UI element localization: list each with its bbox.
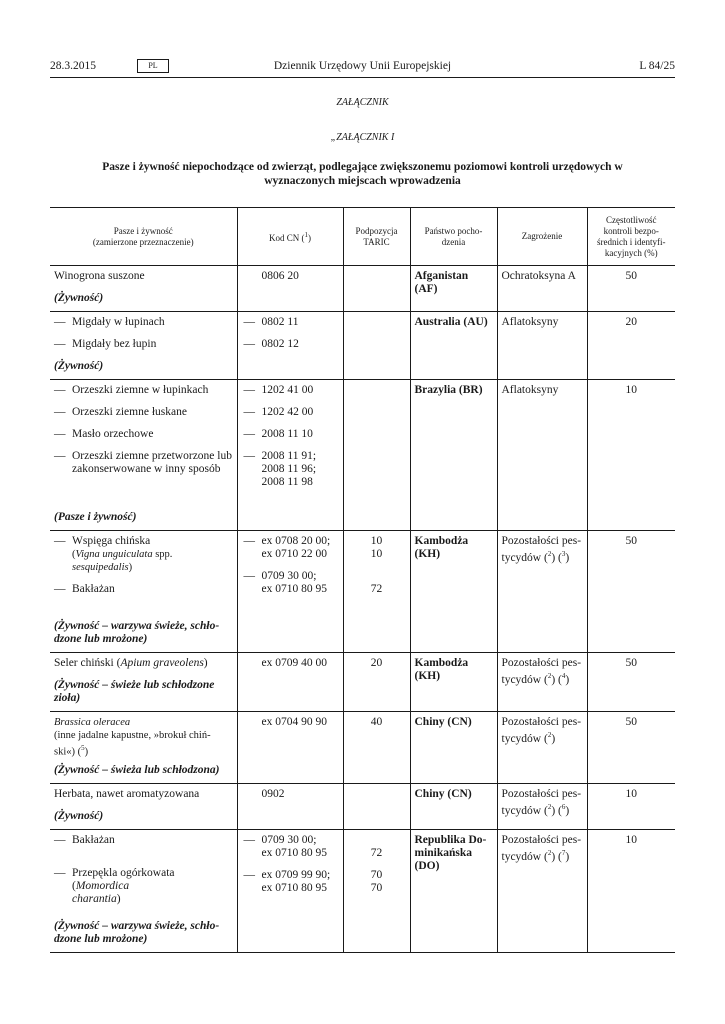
frequency: 10 [625, 833, 637, 846]
cn-code: — 0709 30 00; [243, 570, 317, 582]
cn-code: — ex 0709 99 90; [243, 868, 331, 881]
frequency: 50 [625, 535, 637, 547]
product-item: — Przepękla ogórkowata (Momordica [54, 866, 175, 892]
cn-code: — 1202 42 00 [243, 406, 314, 418]
frequency: 50 [625, 270, 637, 282]
hazard: Pozostałości pes- [501, 833, 582, 846]
table-row [50, 266, 675, 312]
country-code: (KH) [414, 670, 441, 682]
country: Kambodża [414, 535, 469, 547]
cn-code: — 2008 11 10 [243, 428, 313, 440]
hazard: Aflatoksyny [501, 384, 559, 396]
country: Kambodża [414, 657, 469, 669]
hazard: Pozostałości pes- [501, 657, 582, 669]
product-item: — Migdały bez łupin [54, 338, 157, 350]
country: Australia (AU) [414, 316, 488, 328]
header-hazard: Zagrożenie [497, 208, 587, 266]
product-name: Winogrona suszone [54, 270, 145, 282]
intended-use: (Żywność – świeża lub schłodzona) [54, 763, 220, 776]
cn-code: ex 0710 22 00 [261, 548, 327, 560]
taric-code: 40 [370, 716, 383, 728]
hazard-continuation: tycydów ($^2$) ($^7$) [501, 848, 570, 863]
controls-table [50, 207, 675, 953]
taric-code: 20 [370, 657, 383, 669]
product-item: — Bakłażan [54, 833, 115, 846]
hazard-continuation: tycydów ($^2$) ($^6$) [501, 802, 570, 817]
cn-code: — 0802 12 [243, 338, 299, 350]
hazard: Pozostałości pes- [501, 787, 582, 800]
table-row [50, 380, 675, 531]
taric-code: 72 [370, 583, 383, 595]
taric-code: 72 [370, 846, 383, 859]
cn-code: — 2008 11 91; [243, 450, 317, 462]
taric-code: 70 [370, 868, 383, 881]
table-header-row [50, 208, 675, 266]
header-taric: Podpozycja TARIC [343, 208, 410, 266]
country: Brazylia (BR) [414, 384, 483, 396]
country: Chiny (CN) [414, 787, 472, 800]
frequency: 10 [625, 787, 637, 800]
product-name: Seler chiński (Apium graveolens) [54, 657, 208, 669]
product-item: — Migdały w łupinach [54, 316, 165, 328]
cn-code: — ex 0708 20 00; [243, 535, 331, 547]
product-item: — Wspięga chińska [54, 535, 151, 547]
cn-code: ex 0710 80 95 [261, 846, 327, 859]
intended-use: (Żywność – warzywa świeże, schło- [54, 620, 220, 632]
scientific-name: (Vigna unguiculata spp. sesquipedalis) [72, 549, 173, 573]
language-badge: PL [137, 59, 169, 73]
table-row [50, 829, 675, 952]
product-description-continuation: ski«) ($^5$) [54, 744, 89, 758]
annex-sub-label: „ZAŁĄCZNIK I [330, 132, 395, 143]
intended-use-continuation: dzone lub mrożone) [54, 932, 148, 945]
table-row [50, 712, 675, 784]
cn-code: 0806 20 [261, 270, 299, 282]
intended-use: (Żywność) [54, 292, 104, 304]
country-code: (KH) [414, 548, 441, 560]
hazard: Ochratoksyna A [501, 270, 576, 282]
cn-code: ex 0710 80 95 [261, 881, 327, 894]
product-description: (inne jadalne kapustne, »brokuł chiń- [54, 730, 211, 741]
table-row [50, 312, 675, 380]
cn-code: ex 0704 90 90 [261, 716, 327, 728]
taric-code: 10 [370, 548, 383, 560]
intended-use: (Żywność) [54, 360, 104, 372]
cn-code: ex 0709 40 00 [261, 657, 327, 669]
country: Republika Do- [414, 833, 487, 846]
intended-use-continuation: zioła) [54, 692, 81, 704]
product-name: Herbata, nawet aromatyzowana [54, 787, 200, 800]
country: Chiny (CN) [414, 716, 472, 728]
intended-use: (Żywność – warzywa świeże, schło- [54, 919, 220, 932]
taric-code: 70 [370, 881, 383, 894]
hazard-continuation: tycydów ($^2$) ($^3$) [501, 550, 570, 564]
product-item: — Orzeszki ziemne łuskane [54, 406, 187, 418]
product-item-continuation: charantia) [72, 892, 121, 905]
frequency: 50 [625, 657, 637, 669]
hazard-continuation: tycydów ($^2$) [501, 731, 556, 745]
publication-date: 28.3.2015 [50, 60, 96, 72]
country-code: (DO) [414, 859, 440, 872]
header-divider [50, 77, 675, 78]
hazard: Pozostałości pes- [501, 716, 582, 728]
product-item: — Orzeszki ziemne przetworzone lub [54, 450, 232, 462]
product-item: — Masło orzechowe [54, 428, 154, 440]
table-row [50, 653, 675, 712]
journal-title: Dziennik Urzędowy Unii Europejskiej [273, 60, 452, 72]
frequency: 10 [625, 384, 637, 396]
scientific-name: Brassica oleracea [54, 717, 131, 728]
intended-use: (Żywność – świeże lub schłodzone [54, 679, 215, 691]
frequency: 50 [625, 716, 637, 728]
cn-code: — 1202 41 00 [243, 384, 314, 396]
annex-label: ZAŁĄCZNIK [336, 97, 389, 108]
hazard: Aflatoksyny [501, 316, 559, 328]
cn-code: — 0802 11 [243, 316, 299, 328]
intended-use: (Pasze i żywność) [54, 511, 137, 523]
intended-use: (Żywność) [54, 809, 104, 822]
cn-code: 0902 [261, 787, 285, 800]
cn-code: 2008 11 98 [261, 476, 313, 488]
header-cn-code: Kod CN ($^1$) [237, 208, 343, 266]
product-item-continuation: zakonserwowane w inny sposób [72, 463, 221, 475]
page-number: L 84/25 [639, 60, 675, 72]
cn-code: ex 0710 80 95 [261, 583, 327, 595]
taric-code: 10 [370, 535, 383, 547]
hazard: Pozostałości pes- [501, 535, 582, 547]
table-row [50, 531, 675, 653]
cn-code: — 0709 30 00; [243, 833, 317, 846]
hazard-continuation: tycydów ($^2$) ($^4$) [501, 672, 570, 686]
frequency: 20 [625, 316, 637, 328]
header-product: Pasze i żywność (zamierzone przeznaczenie) [50, 208, 237, 266]
intended-use-continuation: dzone lub mrożone) [54, 633, 148, 645]
header-frequency: Częstotliwość kontroli bezpo- średnich i identyfi- kacyjnych (%) [587, 208, 675, 266]
cn-code: 2008 11 96; [261, 463, 317, 475]
header-country: Państwo pocho- dzenia [410, 208, 497, 266]
page-header [50, 60, 675, 76]
product-item: — Bakłażan [54, 583, 115, 595]
country-continuation: minikańska [414, 846, 473, 859]
table-row [50, 783, 675, 829]
annex-title: Pasze i żywność niepochodzące od zwierząt, podlegające zwiększonemu poziomowi kontroli urzędowych w wyznaczonych miejscach wprowadzenia [102, 161, 623, 187]
country: Afganistan (AF) [414, 270, 469, 295]
product-item: — Orzeszki ziemne w łupinkach [54, 384, 209, 396]
